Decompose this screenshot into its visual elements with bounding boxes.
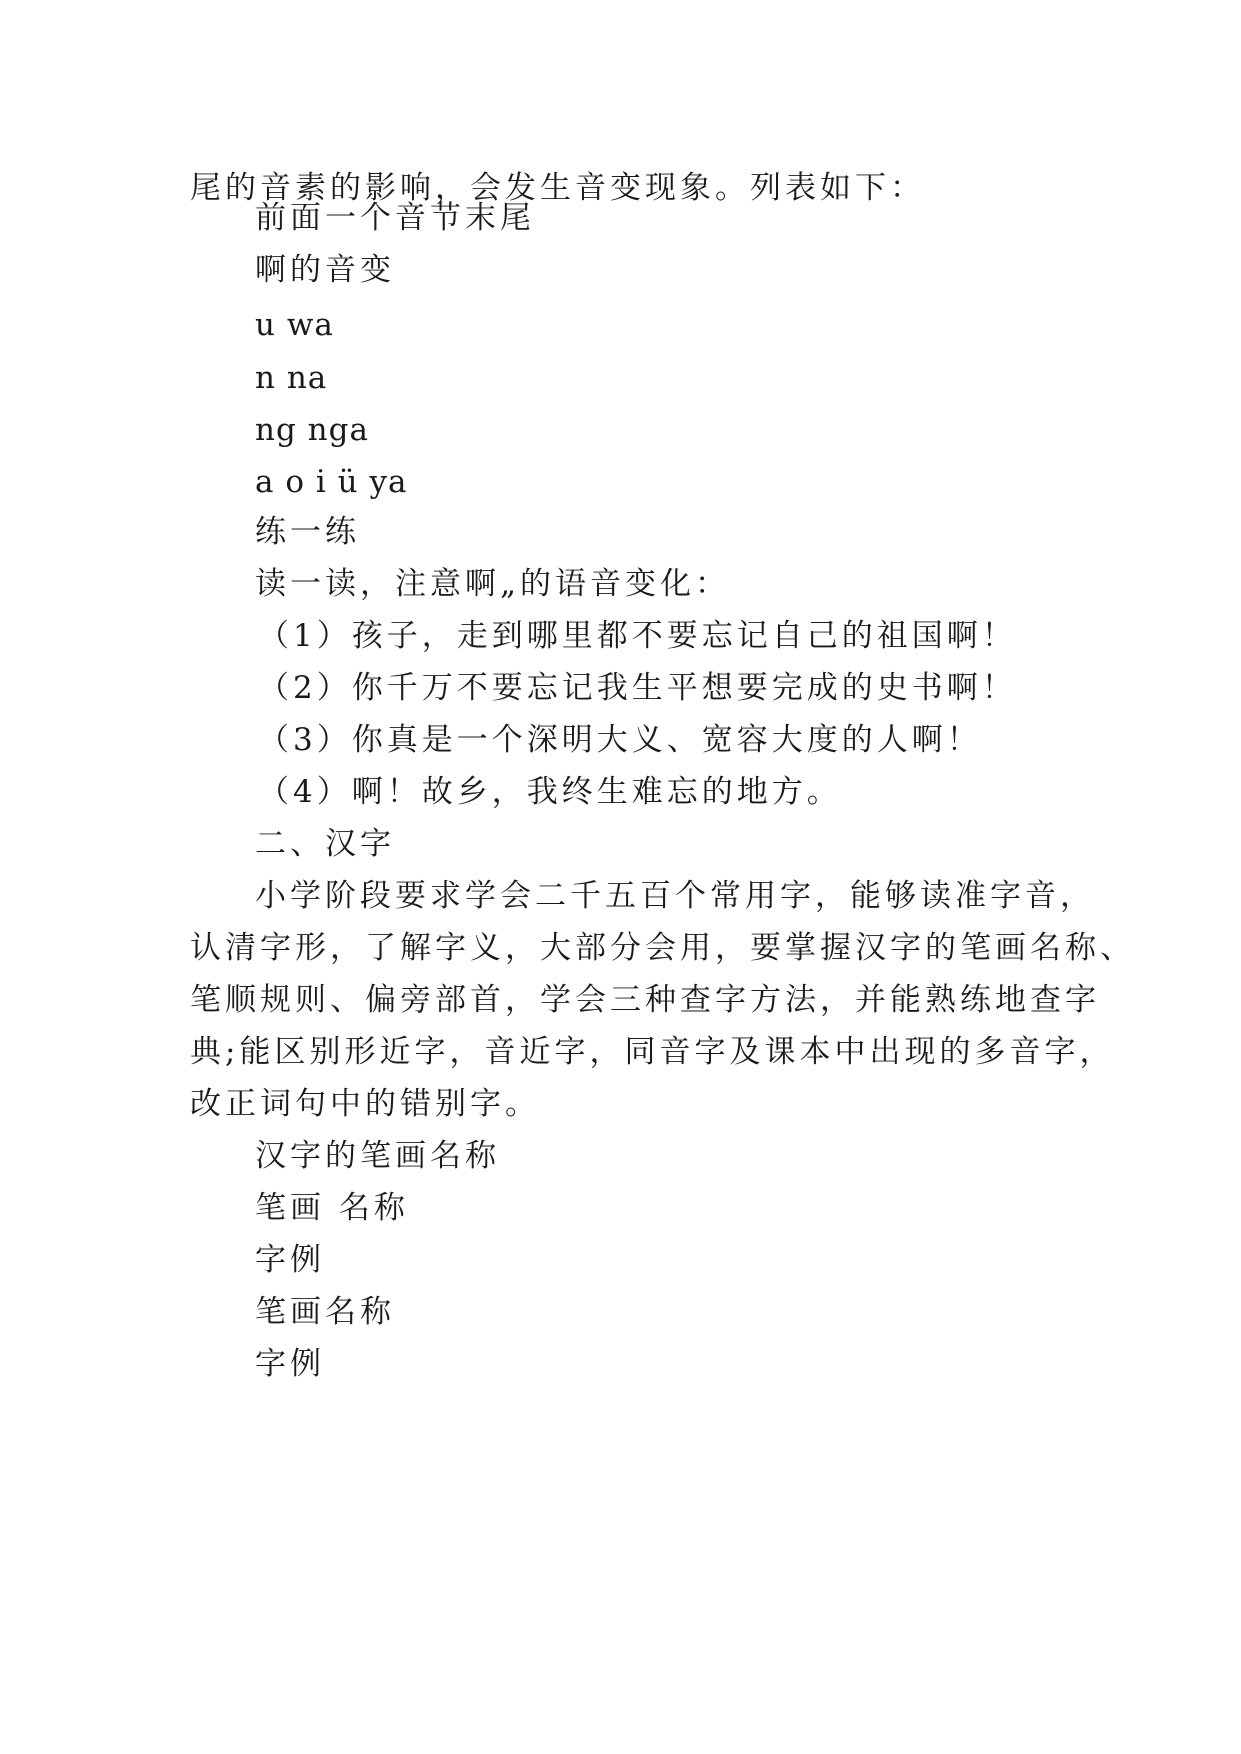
paragraph-line: 典;能区别形近字，音近字，同音字及课本中出现的多音字， bbox=[190, 1034, 1115, 1070]
table-header-text: 笔画 名称 bbox=[255, 1190, 409, 1226]
instruction-line: 读一读，注意啊„的语音变化： bbox=[255, 566, 731, 602]
table-header-text: 字例 bbox=[255, 1242, 325, 1278]
exercise-item: （4）啊！故乡，我终生难忘的地方。 bbox=[258, 774, 842, 810]
paragraph-line: 小学阶段要求学会二千五百个常用字，能够读准字音， bbox=[255, 878, 1095, 914]
paragraph-line: 认清字形，了解字义，大部分会用，要掌握汉字的笔画名称、 bbox=[190, 930, 1135, 966]
exercise-item: （3）你真是一个深明大义、宽容大度的人啊！ bbox=[258, 722, 982, 758]
pinyin-row: a o i ü ya bbox=[255, 464, 408, 500]
pinyin-row: u wa bbox=[255, 307, 334, 343]
paragraph-line: 尾的音素的影响，会发生音变现象。列表如下： bbox=[190, 170, 925, 206]
section-heading: 二、汉字 bbox=[255, 826, 395, 862]
table-header-text: 啊的音变 bbox=[255, 252, 395, 288]
section-heading: 汉字的笔画名称 bbox=[255, 1138, 500, 1174]
table-header-text: 字例 bbox=[255, 1346, 325, 1382]
exercise-item: （1）孩子，走到哪里都不要忘记自己的祖国啊！ bbox=[258, 618, 1017, 654]
pinyin-row: n na bbox=[255, 360, 328, 396]
pinyin-row: ng nga bbox=[255, 412, 369, 448]
exercise-item: （2）你千万不要忘记我生平想要完成的史书啊！ bbox=[258, 670, 1017, 706]
paragraph-line: 改正词句中的错别字。 bbox=[190, 1086, 540, 1122]
paragraph-line: 笔顺规则、偏旁部首，学会三种查字方法，并能熟练地查字 bbox=[190, 982, 1100, 1018]
table-header-text: 笔画名称 bbox=[255, 1294, 395, 1330]
section-heading: 练一练 bbox=[255, 514, 360, 550]
table-header-text: 前面一个音节末尾 bbox=[255, 200, 535, 236]
